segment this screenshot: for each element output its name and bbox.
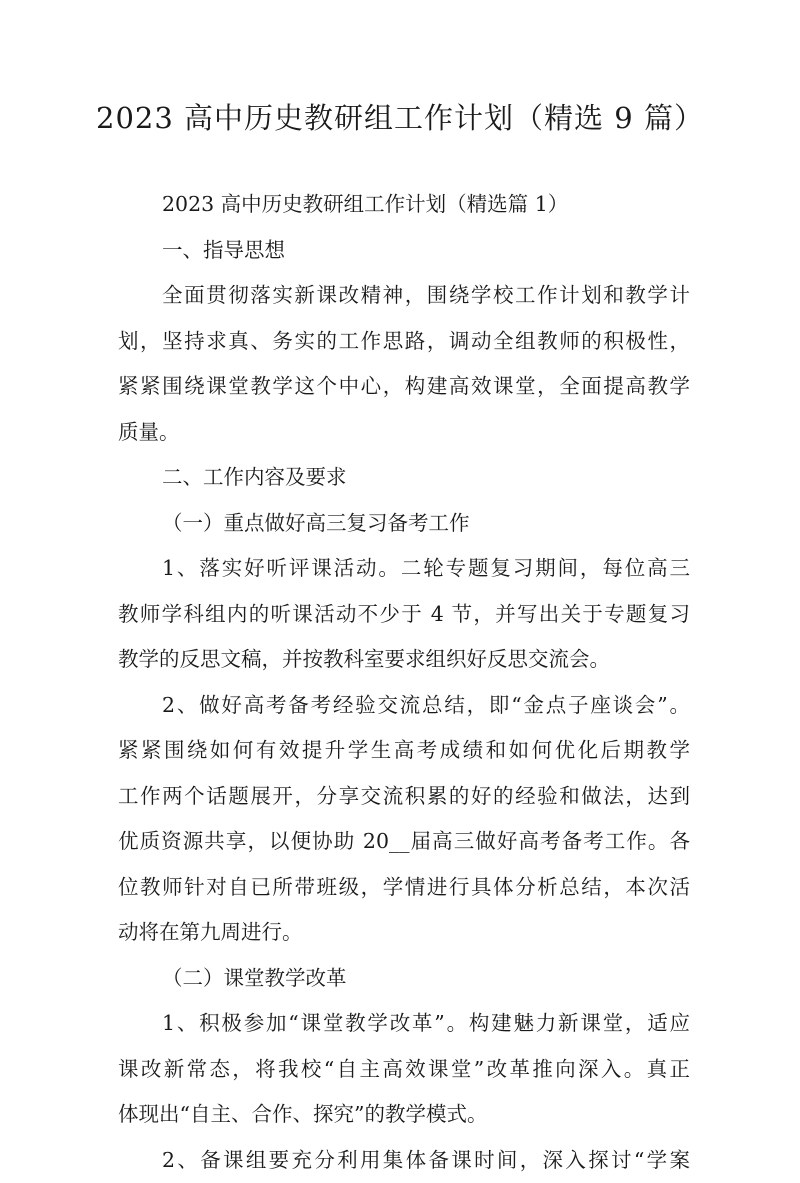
section-heading-line: 2023 高中历史教研组工作计划（精选篇 1）	[118, 182, 690, 228]
section-heading-line: 二、工作内容及要求	[118, 455, 690, 501]
paragraph-line: 2、做好高考备考经验交流总结，即“金点子座谈会”。	[118, 683, 690, 729]
document-body	[118, 182, 690, 1183]
paragraph-line: 位教师针对自已所带班级，学情进行具体分析总结，本次活	[118, 865, 690, 911]
paragraph-line: 2、备课组要充分利用集体备课时间，深入探讨“学案	[118, 1138, 690, 1183]
paragraph-line: 1、积极参加“课堂教学改革”。构建魅力新课堂，适应	[118, 1001, 690, 1047]
paragraph-line: 教学的反思文稿，并按教科室要求组织好反思交流会。	[118, 637, 690, 683]
paragraph-line: 划，坚持求真、务实的工作思路，调动全组教师的积极性，	[118, 319, 690, 365]
paragraph-line: 全面贯彻落实新课改精神，围绕学校工作计划和教学计	[118, 273, 690, 319]
paragraph-line: 课改新常态，将我校“自主高效课堂”改革推向深入。真正	[118, 1047, 690, 1093]
document-title: 2023 高中历史教研组工作计划（精选 9 篇）	[0, 96, 800, 140]
paragraph-line: 动将在第九周进行。	[118, 910, 690, 956]
section-heading-line: （二）课堂教学改革	[118, 956, 690, 1002]
paragraph-line: 工作两个话题展开，分享交流积累的好的经验和做法，达到	[118, 774, 690, 820]
paragraph-line: 1、落实好听评课活动。二轮专题复习期间，每位高三	[118, 546, 690, 592]
paragraph-line: 紧紧围绕如何有效提升学生高考成绩和如何优化后期教学	[118, 728, 690, 774]
paragraph-line: 优质资源共享，以便协助 20__届高三做好高考备考工作。各	[118, 819, 690, 865]
paragraph-line: 质量。	[118, 410, 690, 456]
section-heading-line: 一、指导思想	[118, 228, 690, 274]
paragraph-line: 紧紧围绕课堂教学这个中心，构建高效课堂，全面提高教学	[118, 364, 690, 410]
section-heading-line: （一）重点做好高三复习备考工作	[118, 501, 690, 547]
paragraph-line: 体现出“自主、合作、探究”的教学模式。	[118, 1092, 690, 1138]
paragraph-line: 教师学科组内的听课活动不少于 4 节，并写出关于专题复习	[118, 592, 690, 638]
